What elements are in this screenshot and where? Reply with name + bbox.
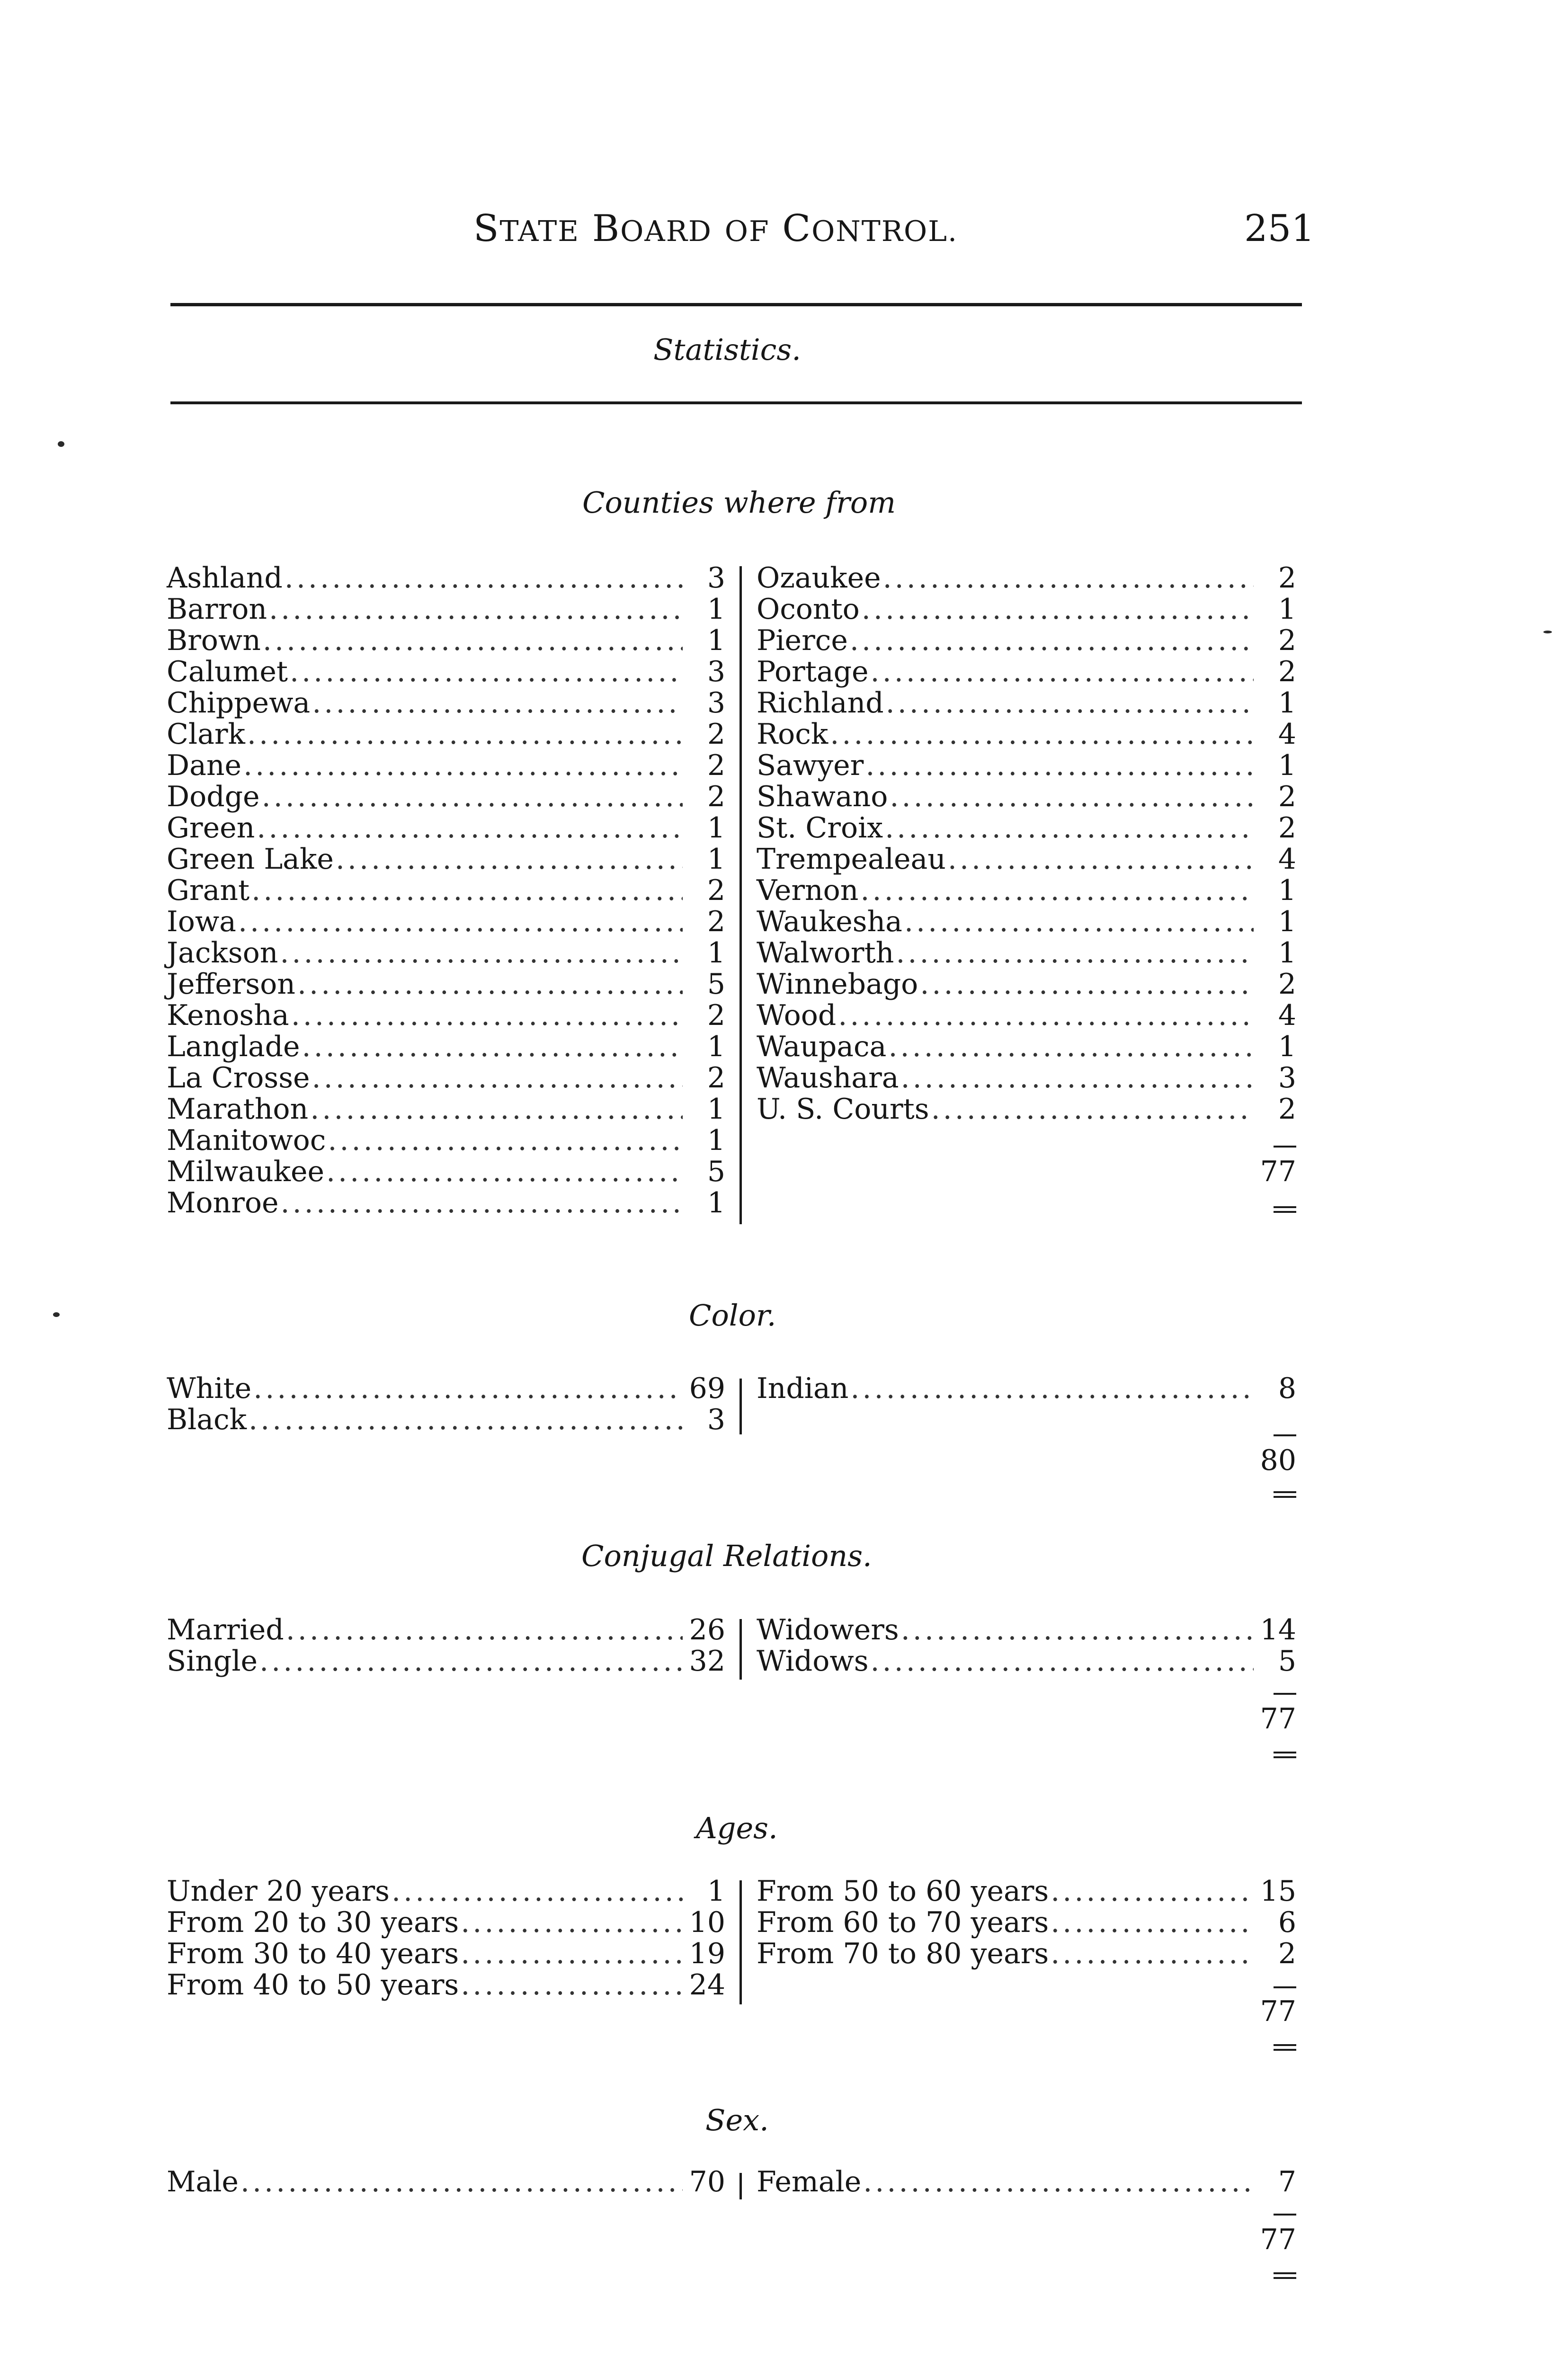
- dot-leader: [310, 687, 683, 719]
- section-title: Statistics.: [653, 332, 801, 367]
- row-count: 2: [1278, 655, 1296, 688]
- row-count: 2: [707, 718, 725, 751]
- dot-leader: [886, 1031, 1254, 1062]
- row-count: 6: [1278, 1906, 1296, 1939]
- table-row: [167, 1187, 725, 1219]
- row-count: 2: [1278, 1937, 1296, 1970]
- dot-leader: [308, 1094, 683, 1125]
- dot-leader: [241, 750, 683, 781]
- ages-heading: Ages.: [696, 1811, 778, 1845]
- dot-leader: [267, 594, 683, 625]
- dot-leader: [883, 812, 1254, 844]
- table-row: [167, 625, 725, 656]
- row-count: 1: [1278, 874, 1296, 907]
- table-row: [757, 1938, 1296, 1969]
- row-label: Iowa: [167, 905, 236, 938]
- row-count: 2: [1278, 811, 1296, 845]
- table-row: [167, 1125, 725, 1156]
- dot-leader: [858, 875, 1254, 906]
- table-row: [757, 875, 1296, 906]
- table-row: [757, 1373, 1296, 1404]
- row-label: Brown: [167, 624, 261, 657]
- row-count: 5: [707, 1155, 725, 1188]
- row-label: Portage: [757, 655, 869, 688]
- sex-right-column: [757, 2166, 1296, 2198]
- dot-leader: [881, 562, 1254, 594]
- dot-leader: [326, 1125, 683, 1156]
- dot-leader: [459, 1938, 683, 1969]
- dot-leader: [324, 1156, 683, 1187]
- table-row: [167, 719, 725, 750]
- title-initial-2: B: [592, 207, 621, 250]
- row-label: Oconto: [757, 593, 860, 626]
- conjugal-right-column: [757, 1614, 1296, 1677]
- row-label: Male: [167, 2165, 239, 2198]
- row-count: 1: [1278, 1030, 1296, 1063]
- dot-leader: [295, 969, 683, 1000]
- dot-leader: [1049, 1907, 1254, 1938]
- row-label: Manitowoc: [167, 1124, 326, 1157]
- scan-speck: [53, 1312, 60, 1317]
- table-row: [167, 656, 725, 687]
- scan-speck: [58, 441, 64, 447]
- table-row: [167, 1614, 725, 1646]
- row-label: Walworth: [757, 936, 894, 970]
- row-label: From 40 to 50 years: [167, 1968, 459, 2002]
- table-row: [167, 875, 725, 906]
- row-label: U. S. Courts: [757, 1093, 929, 1126]
- sex-left-column: [167, 2166, 725, 2198]
- total-rule: [1274, 1693, 1296, 1695]
- top-rule: [170, 303, 1302, 306]
- row-label: Ashland: [167, 561, 283, 595]
- dot-leader: [1049, 1938, 1254, 1969]
- row-count: 2: [707, 1061, 725, 1095]
- dot-leader: [284, 1614, 683, 1646]
- row-label: Jackson: [167, 936, 278, 970]
- row-count: 3: [707, 655, 725, 688]
- row-label: Single: [167, 1645, 258, 1678]
- column-divider: [739, 1379, 742, 1434]
- table-row: [167, 1094, 725, 1125]
- row-label: Under 20 years: [167, 1875, 390, 1908]
- table-row: [757, 1907, 1296, 1938]
- table-row: [757, 750, 1296, 781]
- dot-leader: [836, 1000, 1254, 1031]
- dot-leader: [261, 625, 683, 656]
- row-label: Ozaukee: [757, 561, 881, 595]
- counties-right-column: [757, 562, 1296, 1125]
- row-count: 3: [707, 686, 725, 720]
- row-count: 2: [707, 749, 725, 782]
- row-label: Wood: [757, 999, 837, 1032]
- row-label: Monroe: [167, 1186, 279, 1219]
- row-count: 3: [707, 561, 725, 595]
- dot-leader: [283, 562, 683, 594]
- dot-leader: [884, 687, 1254, 719]
- row-label: La Crosse: [167, 1061, 310, 1095]
- color-left-column: [167, 1373, 725, 1435]
- row-label: Black: [167, 1403, 247, 1436]
- row-count: 26: [689, 1613, 725, 1646]
- title-rest-1: TATE: [499, 215, 580, 248]
- table-row: [757, 1094, 1296, 1125]
- table-row: [167, 1373, 725, 1404]
- dot-leader: [251, 1373, 683, 1404]
- row-label: Trempealeau: [757, 843, 946, 876]
- row-label: Waupaca: [757, 1030, 887, 1063]
- row-count: 1: [1278, 686, 1296, 720]
- row-count: 2: [1278, 1093, 1296, 1126]
- dot-leader: [249, 875, 683, 906]
- row-count: 3: [1278, 1061, 1296, 1095]
- dot-leader: [258, 1646, 683, 1677]
- row-count: 5: [707, 968, 725, 1001]
- running-head: [473, 207, 958, 250]
- row-count: 1: [1278, 905, 1296, 938]
- row-count: 2: [707, 874, 725, 907]
- row-label: Jefferson: [167, 968, 295, 1001]
- table-row: [167, 1404, 725, 1435]
- row-label: Winnebago: [757, 968, 918, 1001]
- row-count: 1: [707, 843, 725, 876]
- table-row: [167, 2166, 725, 2198]
- dot-leader: [334, 844, 683, 875]
- total-double-rule: [1274, 1752, 1296, 1758]
- row-count: 1: [1278, 593, 1296, 626]
- dot-leader: [247, 1404, 683, 1435]
- table-row: [757, 1031, 1296, 1062]
- row-count: 2: [1278, 968, 1296, 1001]
- row-count: 24: [689, 1968, 725, 2002]
- table-row: [167, 1062, 725, 1094]
- row-label: Shawano: [757, 780, 888, 813]
- row-label: Langlade: [167, 1030, 300, 1063]
- dot-leader: [459, 1969, 683, 2001]
- row-label: Chippewa: [167, 686, 311, 720]
- row-label: Richland: [757, 686, 884, 720]
- dot-leader: [946, 844, 1254, 875]
- row-count: 1: [707, 1124, 725, 1157]
- table-row: [757, 1646, 1296, 1677]
- row-count: 1: [707, 593, 725, 626]
- dot-leader: [310, 1062, 683, 1094]
- table-row: [757, 594, 1296, 625]
- row-count: 3: [707, 1403, 725, 1436]
- title-rest-2: OARD: [620, 215, 712, 248]
- row-count: 1: [707, 1875, 725, 1908]
- table-row: [757, 1062, 1296, 1094]
- row-label: Dodge: [167, 780, 260, 813]
- total-double-rule: [1274, 2044, 1296, 2051]
- row-count: 2: [707, 999, 725, 1032]
- dot-leader: [288, 656, 683, 687]
- row-count: 15: [1260, 1875, 1296, 1908]
- row-label: Waukesha: [757, 905, 902, 938]
- counties-heading: Counties where from: [582, 485, 896, 520]
- counties-total: 77: [1260, 1155, 1296, 1188]
- total-rule: [1274, 1146, 1296, 1148]
- row-count: 4: [1278, 999, 1296, 1032]
- row-label: From 60 to 70 years: [757, 1906, 1049, 1939]
- table-row: [757, 687, 1296, 719]
- title-initial-3: C: [782, 207, 812, 250]
- table-row: [757, 2166, 1296, 2198]
- row-label: Grant: [167, 874, 250, 907]
- dot-leader: [459, 1907, 683, 1938]
- row-count: 1: [707, 936, 725, 970]
- row-label: Kenosha: [167, 999, 289, 1032]
- scan-speck: [1543, 631, 1552, 633]
- row-label: Milwaukee: [167, 1155, 324, 1188]
- ages-right-column: [757, 1876, 1296, 1969]
- row-label: Rock: [757, 718, 829, 751]
- row-count: 1: [707, 1093, 725, 1126]
- dot-leader: [929, 1094, 1254, 1125]
- table-row: [167, 969, 725, 1000]
- dot-leader: [278, 937, 683, 969]
- dot-leader: [899, 1062, 1254, 1094]
- dot-leader: [899, 1614, 1254, 1646]
- column-divider: [739, 1880, 742, 2004]
- title-initial-1: S: [473, 207, 500, 250]
- row-label: Indian: [757, 1372, 849, 1405]
- ages-left-column: [167, 1876, 725, 2001]
- row-count: 1: [707, 1186, 725, 1219]
- row-label: Married: [167, 1613, 284, 1646]
- row-count: 4: [1278, 718, 1296, 751]
- row-label: White: [167, 1372, 252, 1405]
- row-label: Calumet: [167, 655, 288, 688]
- row-count: 2: [707, 780, 725, 813]
- dot-leader: [828, 719, 1254, 750]
- row-count: 4: [1278, 843, 1296, 876]
- dot-leader: [888, 781, 1254, 812]
- table-row: [757, 906, 1296, 937]
- table-row: [757, 656, 1296, 687]
- total-rule: [1274, 1986, 1296, 1988]
- row-count: 2: [707, 905, 725, 938]
- table-row: [757, 719, 1296, 750]
- row-label: Pierce: [757, 624, 848, 657]
- row-label: From 20 to 30 years: [167, 1906, 459, 1939]
- row-count: 1: [707, 624, 725, 657]
- table-row: [757, 1876, 1296, 1907]
- table-row: [757, 937, 1296, 969]
- dot-leader: [289, 1000, 683, 1031]
- table-row: [167, 1907, 725, 1938]
- color-total: 80: [1260, 1444, 1296, 1477]
- table-row: [167, 594, 725, 625]
- table-row: [757, 781, 1296, 812]
- row-count: 10: [689, 1906, 725, 1939]
- row-count: 14: [1260, 1613, 1296, 1646]
- ages-total: 77: [1260, 1995, 1296, 2028]
- row-label: Green: [167, 811, 255, 845]
- conjugal-heading: Conjugal Relations.: [581, 1539, 872, 1573]
- row-count: 19: [689, 1937, 725, 1970]
- row-count: 5: [1278, 1645, 1296, 1678]
- dot-leader: [260, 781, 683, 812]
- row-count: 1: [1278, 936, 1296, 970]
- dot-leader: [894, 937, 1254, 969]
- row-count: 32: [689, 1645, 725, 1678]
- table-row: [757, 812, 1296, 844]
- table-row: [757, 969, 1296, 1000]
- row-count: 2: [1278, 561, 1296, 595]
- conjugal-total: 77: [1260, 1702, 1296, 1735]
- dot-leader: [390, 1876, 683, 1907]
- table-row: [167, 812, 725, 844]
- table-row: [167, 1876, 725, 1907]
- row-label: Marathon: [167, 1093, 309, 1126]
- row-label: Barron: [167, 593, 267, 626]
- dot-leader: [245, 719, 683, 750]
- conjugal-left-column: [167, 1614, 725, 1677]
- row-label: Sawyer: [757, 749, 864, 782]
- table-row: [757, 625, 1296, 656]
- dot-leader: [918, 969, 1254, 1000]
- dot-leader: [1049, 1876, 1254, 1907]
- row-label: St. Croix: [757, 811, 883, 845]
- table-row: [167, 750, 725, 781]
- row-label: Vernon: [757, 874, 859, 907]
- table-row: [167, 937, 725, 969]
- dot-leader: [239, 2166, 683, 2198]
- row-count: 7: [1278, 2165, 1296, 2198]
- title-rest-3: ONTROL.: [811, 215, 958, 248]
- title-of: OF: [724, 215, 770, 248]
- table-row: [757, 1000, 1296, 1031]
- dot-leader: [860, 594, 1254, 625]
- table-row: [757, 562, 1296, 594]
- dot-leader: [848, 625, 1254, 656]
- sex-total: 77: [1260, 2223, 1296, 2256]
- row-label: Widowers: [757, 1613, 899, 1646]
- color-heading: Color.: [689, 1298, 776, 1333]
- row-count: 69: [689, 1372, 725, 1405]
- row-label: Waushara: [757, 1061, 899, 1095]
- dot-leader: [861, 2166, 1254, 2198]
- table-row: [167, 687, 725, 719]
- row-count: 1: [707, 811, 725, 845]
- row-label: From 70 to 80 years: [757, 1937, 1049, 1970]
- dot-leader: [864, 750, 1254, 781]
- table-row: [757, 844, 1296, 875]
- row-count: 2: [1278, 624, 1296, 657]
- sex-heading: Sex.: [705, 2103, 769, 2137]
- table-row: [167, 781, 725, 812]
- table-row: [167, 1938, 725, 1969]
- dot-leader: [300, 1031, 683, 1062]
- table-row: [167, 1969, 725, 2001]
- dot-leader: [279, 1187, 683, 1219]
- row-count: 1: [707, 1030, 725, 1063]
- table-row: [167, 1156, 725, 1187]
- table-row: [167, 906, 725, 937]
- table-row: [167, 844, 725, 875]
- section-rule: [170, 401, 1302, 404]
- table-row: [167, 1646, 725, 1677]
- row-label: From 50 to 60 years: [757, 1875, 1049, 1908]
- row-label: Dane: [167, 749, 242, 782]
- dot-leader: [902, 906, 1254, 937]
- counties-left-column: [167, 562, 725, 1219]
- total-rule: [1274, 2214, 1296, 2216]
- column-divider: [739, 1619, 742, 1680]
- row-count: 2: [1278, 780, 1296, 813]
- row-count: 1: [1278, 749, 1296, 782]
- total-double-rule: [1274, 2272, 1296, 2279]
- row-label: Female: [757, 2165, 862, 2198]
- dot-leader: [848, 1373, 1254, 1404]
- color-right-column: [757, 1373, 1296, 1404]
- column-divider: [739, 2173, 742, 2199]
- dot-leader: [255, 812, 683, 844]
- row-label: Widows: [757, 1645, 869, 1678]
- row-label: Green Lake: [167, 843, 334, 876]
- row-label: Clark: [167, 718, 245, 751]
- dot-leader: [236, 906, 683, 937]
- dot-leader: [869, 656, 1254, 687]
- table-row: [167, 1000, 725, 1031]
- page-number: 251: [1244, 207, 1315, 250]
- total-double-rule: [1274, 1491, 1296, 1498]
- row-label: From 30 to 40 years: [167, 1937, 459, 1970]
- table-row: [757, 1614, 1296, 1646]
- row-count: 8: [1278, 1372, 1296, 1405]
- total-double-rule: [1274, 1206, 1296, 1213]
- table-row: [167, 562, 725, 594]
- total-rule: [1274, 1434, 1296, 1436]
- row-count: 70: [689, 2165, 725, 2198]
- column-divider: [739, 566, 742, 1224]
- dot-leader: [868, 1646, 1254, 1677]
- table-row: [167, 1031, 725, 1062]
